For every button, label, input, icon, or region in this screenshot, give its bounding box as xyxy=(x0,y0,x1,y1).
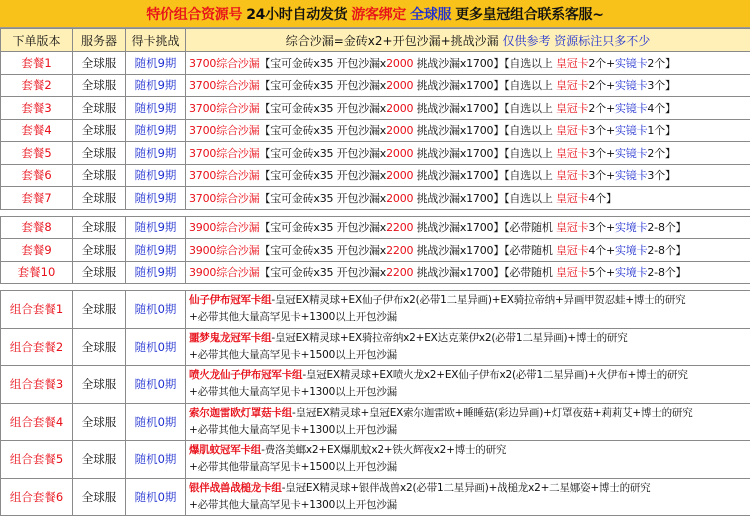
crown-card-label: 皇冠卡 xyxy=(555,243,589,257)
package-contents xyxy=(186,187,750,210)
mirror-card-label: 实镜卡 xyxy=(614,146,648,160)
title-banner xyxy=(0,0,750,28)
server-cell: 全球服 xyxy=(73,328,126,366)
package-name: 套餐9 xyxy=(1,239,73,262)
combo-row xyxy=(1,291,750,329)
crown-card-label: 皇冠卡 xyxy=(555,146,589,160)
deck-line-1: -皇冠EX精灵球+EX仙子伊布x2(必带1二星异画)+EX骑拉帝纳+异画甲贺忍蛙+博士的研究 xyxy=(271,294,686,307)
mirror-card-count: 2个】 xyxy=(647,146,676,160)
mirror-card-label: 实境卡 xyxy=(614,243,648,257)
challenge-cell: 随机9期 xyxy=(126,52,186,75)
combo-contents xyxy=(186,403,750,441)
mirror-card-count: 4个】 xyxy=(647,101,676,115)
pack-hourglass-count: 2000 xyxy=(386,169,414,183)
deck-name: 喷火龙仙子伊布冠军卡组 xyxy=(189,369,303,382)
header-card-challenge: 得卡挑战 xyxy=(126,29,186,52)
crown-card-label: 皇冠卡 xyxy=(555,169,589,183)
pack-hourglass-count: 2000 xyxy=(386,101,414,115)
package-name: 套餐5 xyxy=(1,142,73,165)
challenge-cell: 随机0期 xyxy=(126,478,186,516)
package-contents xyxy=(186,142,750,165)
deck-line-1: -皇冠EX精灵球+EX骑拉帝纳x2+EX达克莱伊x2(必带1二星异画)+博士的研究 xyxy=(271,331,628,344)
contents-text-1: 【宝可金砖x35 开包沙漏x xyxy=(259,266,387,280)
crown-card-label: 皇冠卡 xyxy=(555,56,589,70)
contents-text-2: 挑战沙漏x1700】【自选以上 xyxy=(413,101,556,115)
deck-line-2: +必带其他带量高罕见卡+1500以上开包沙漏 xyxy=(189,461,397,474)
pack-hourglass-count: 2000 xyxy=(386,124,414,138)
header-order-version: 下单版本 xyxy=(1,29,73,52)
total-hourglass: 3700综合沙漏 xyxy=(189,146,260,160)
server-cell: 全球服 xyxy=(73,478,126,516)
mirror-card-count: 2个】 xyxy=(647,56,676,70)
server-cell: 全球服 xyxy=(73,403,126,441)
divider-cell xyxy=(1,284,750,291)
challenge-cell: 随机9期 xyxy=(126,239,186,262)
pack-hourglass-count: 2200 xyxy=(386,266,414,280)
server-cell: 全球服 xyxy=(73,261,126,284)
mirror-card-count: 3个】 xyxy=(647,169,676,183)
package-name: 套餐2 xyxy=(1,74,73,97)
combo-name: 组合套餐6 xyxy=(1,478,73,516)
package-name: 套餐10 xyxy=(1,261,73,284)
deck-line-2: +必带其他大量高罕见卡+1500以上开包沙漏 xyxy=(189,348,397,361)
pack-hourglass-count: 2000 xyxy=(386,56,414,70)
divider-cell xyxy=(1,209,750,216)
crown-card-count: 3个+ xyxy=(588,124,615,138)
crown-card-label: 皇冠卡 xyxy=(555,124,589,138)
header-server: 服务器 xyxy=(73,29,126,52)
title-contact-service: 更多皇冠组合联系客服~ xyxy=(455,6,604,23)
crown-card-label: 皇冠卡 xyxy=(555,221,589,235)
challenge-cell: 随机0期 xyxy=(126,441,186,479)
combo-name: 组合套餐1 xyxy=(1,291,73,329)
crown-card-count: 3个+ xyxy=(588,146,615,160)
server-cell: 全球服 xyxy=(73,52,126,75)
package-contents xyxy=(186,261,750,284)
contents-text-1: 【宝可金砖x35 开包沙漏x xyxy=(259,101,387,115)
contents-text-1: 【宝可金砖x35 开包沙漏x xyxy=(259,221,387,235)
mirror-card-count: 1个】 xyxy=(647,124,676,138)
package-name: 套餐3 xyxy=(1,97,73,120)
package-contents xyxy=(186,119,750,142)
header-contents-note: 仅供参考 资源标注只多不少 xyxy=(502,33,651,48)
package-contents xyxy=(186,97,750,120)
deck-line-2: +必带其他大量高罕见卡+1300以上开包沙漏 xyxy=(189,498,397,511)
deck-line-1: -费洛美螂x2+EX爆肌蚊x2+铁火辉夜x2+博士的研究 xyxy=(261,444,507,457)
deck-name: 索尔迦雷欧灯罩菇卡组 xyxy=(189,406,292,419)
pack-hourglass-count: 2200 xyxy=(386,221,414,235)
crown-card-label: 皇冠卡 xyxy=(555,191,589,205)
deck-name: 爆肌蚊冠军卡组 xyxy=(189,444,262,457)
server-cell: 全球服 xyxy=(73,291,126,329)
combo-row xyxy=(1,441,750,479)
table-row xyxy=(1,52,750,75)
challenge-cell: 随机9期 xyxy=(126,142,186,165)
mirror-card-count: 2-8个】 xyxy=(647,221,687,235)
server-cell: 全球服 xyxy=(73,164,126,187)
challenge-cell: 随机9期 xyxy=(126,187,186,210)
server-cell: 全球服 xyxy=(73,74,126,97)
package-contents xyxy=(186,216,750,239)
mirror-card-label: 实境卡 xyxy=(614,266,648,280)
contents-text-2: 挑战沙漏x1700】【自选以上 xyxy=(413,191,556,205)
table-row xyxy=(1,239,750,262)
combo-name: 组合套餐5 xyxy=(1,441,73,479)
mirror-card-label: 实镜卡 xyxy=(614,169,648,183)
deck-line-1: -皇冠EX精灵球+银伴战兽x2(必带1二星异画)+战槌龙x2+二星娜姿+博士的研究 xyxy=(281,481,651,494)
crown-card-count: 4个】 xyxy=(588,191,617,205)
challenge-cell: 随机9期 xyxy=(126,216,186,239)
header-contents-main: 综合沙漏=金砖x2+开包沙漏+挑战沙漏 xyxy=(285,33,499,48)
crown-card-count: 4个+ xyxy=(588,243,615,257)
crown-card-count: 3个+ xyxy=(588,169,615,183)
crown-card-label: 皇冠卡 xyxy=(555,101,589,115)
package-contents xyxy=(186,74,750,97)
combo-row xyxy=(1,366,750,404)
contents-text-2: 挑战沙漏x1700】【自选以上 xyxy=(413,124,556,138)
total-hourglass: 3900综合沙漏 xyxy=(189,221,260,235)
total-hourglass: 3700综合沙漏 xyxy=(189,191,260,205)
table-row xyxy=(1,97,750,120)
title-auto-delivery: 24小时自动发货 xyxy=(246,6,348,23)
deck-name: 噩梦鬼龙冠军卡组 xyxy=(189,331,272,344)
package-name: 套餐7 xyxy=(1,187,73,210)
deck-line-2: +必带其他大量高罕见卡+1300以上开包沙漏 xyxy=(189,386,397,399)
package-name: 套餐1 xyxy=(1,52,73,75)
total-hourglass: 3700综合沙漏 xyxy=(189,79,260,93)
table-row xyxy=(1,164,750,187)
contents-text-1: 【宝可金砖x35 开包沙漏x xyxy=(259,191,387,205)
crown-card-count: 5个+ xyxy=(588,266,615,280)
title-special-offer: 特价组合资源号 xyxy=(146,6,243,23)
contents-text-2: 挑战沙漏x1700】【必带随机 xyxy=(413,243,556,257)
contents-text-2: 挑战沙漏x1700】【自选以上 xyxy=(413,169,556,183)
deck-name: 仙子伊布冠军卡组 xyxy=(189,294,272,307)
table-row xyxy=(1,216,750,239)
challenge-cell: 随机9期 xyxy=(126,119,186,142)
crown-card-count: 2个+ xyxy=(588,79,615,93)
challenge-cell: 随机9期 xyxy=(126,261,186,284)
title-global-server: 全球服 xyxy=(410,6,452,23)
server-cell: 全球服 xyxy=(73,119,126,142)
challenge-cell: 随机9期 xyxy=(126,97,186,120)
combo-contents xyxy=(186,328,750,366)
mirror-card-count: 2-8个】 xyxy=(647,243,687,257)
title-guest-bind: 游客绑定 xyxy=(351,6,407,23)
contents-text-1: 【宝可金砖x35 开包沙漏x xyxy=(259,146,387,160)
table-row xyxy=(1,119,750,142)
crown-card-count: 2个+ xyxy=(588,56,615,70)
challenge-cell: 随机9期 xyxy=(126,74,186,97)
table-row xyxy=(1,261,750,284)
challenge-cell: 随机0期 xyxy=(126,328,186,366)
pack-hourglass-count: 2000 xyxy=(386,146,414,160)
header-contents xyxy=(186,29,750,52)
server-cell: 全球服 xyxy=(73,239,126,262)
server-cell: 全球服 xyxy=(73,441,126,479)
contents-text-1: 【宝可金砖x35 开包沙漏x xyxy=(259,56,387,70)
package-contents xyxy=(186,52,750,75)
challenge-cell: 随机0期 xyxy=(126,403,186,441)
contents-text-2: 挑战沙漏x1700】【必带随机 xyxy=(413,266,556,280)
mirror-card-count: 3个】 xyxy=(647,79,676,93)
deck-line-1: -皇冠EX精灵球+EX喷火龙x2+EX仙子伊布x2(必带1二星异画)+火伊布+博士的研究 xyxy=(302,369,688,382)
combo-name: 组合套餐2 xyxy=(1,328,73,366)
server-cell: 全球服 xyxy=(73,216,126,239)
challenge-cell: 随机9期 xyxy=(126,164,186,187)
total-hourglass: 3700综合沙漏 xyxy=(189,101,260,115)
contents-text-2: 挑战沙漏x1700】【必带随机 xyxy=(413,221,556,235)
pack-hourglass-count: 2000 xyxy=(386,79,414,93)
deck-line-1: -皇冠EX精灵球+皇冠EX索尔迦雷欧+睡睡菇(彩边异画)+灯罩夜菇+莉莉艾+博士的研究 xyxy=(292,406,693,419)
mirror-card-count: 2-8个】 xyxy=(647,266,687,280)
table-row xyxy=(1,187,750,210)
combo-row xyxy=(1,328,750,366)
deck-line-2: +必带其他大量高罕见卡+1300以上开包沙漏 xyxy=(189,423,397,436)
combo-name: 组合套餐3 xyxy=(1,366,73,404)
total-hourglass: 3700综合沙漏 xyxy=(189,124,260,138)
mirror-card-label: 实镜卡 xyxy=(614,56,648,70)
section-divider xyxy=(1,284,750,291)
pack-hourglass-count: 2200 xyxy=(386,243,414,257)
package-name: 套餐4 xyxy=(1,119,73,142)
combo-row xyxy=(1,403,750,441)
combo-contents xyxy=(186,441,750,479)
deck-name: 银伴战兽战槌龙卡组 xyxy=(189,481,282,494)
package-table xyxy=(0,28,750,516)
contents-text-1: 【宝可金砖x35 开包沙漏x xyxy=(259,243,387,257)
total-hourglass: 3900综合沙漏 xyxy=(189,266,260,280)
server-cell: 全球服 xyxy=(73,366,126,404)
contents-text-2: 挑战沙漏x1700】【自选以上 xyxy=(413,56,556,70)
table-row xyxy=(1,142,750,165)
crown-card-label: 皇冠卡 xyxy=(555,79,589,93)
server-cell: 全球服 xyxy=(73,142,126,165)
deck-line-2: +必带其他大量高罕见卡+1300以上开包沙漏 xyxy=(189,311,397,324)
contents-text-1: 【宝可金砖x35 开包沙漏x xyxy=(259,169,387,183)
pack-hourglass-count: 2000 xyxy=(386,191,414,205)
total-hourglass: 3700综合沙漏 xyxy=(189,169,260,183)
crown-card-label: 皇冠卡 xyxy=(555,266,589,280)
combo-row xyxy=(1,478,750,516)
mirror-card-label: 实镜卡 xyxy=(614,124,648,138)
total-hourglass: 3700综合沙漏 xyxy=(189,56,260,70)
challenge-cell: 随机0期 xyxy=(126,291,186,329)
section-divider xyxy=(1,209,750,216)
mirror-card-label: 实境卡 xyxy=(614,221,648,235)
total-hourglass: 3900综合沙漏 xyxy=(189,243,260,257)
table-header-row xyxy=(1,29,750,52)
server-cell: 全球服 xyxy=(73,97,126,120)
mirror-card-label: 实镜卡 xyxy=(614,79,648,93)
combo-contents xyxy=(186,366,750,404)
contents-text-1: 【宝可金砖x35 开包沙漏x xyxy=(259,79,387,93)
package-name: 套餐8 xyxy=(1,216,73,239)
combo-name: 组合套餐4 xyxy=(1,403,73,441)
server-cell: 全球服 xyxy=(73,187,126,210)
mirror-card-label: 实镜卡 xyxy=(614,101,648,115)
combo-contents xyxy=(186,291,750,329)
contents-text-2: 挑战沙漏x1700】【自选以上 xyxy=(413,146,556,160)
package-contents xyxy=(186,164,750,187)
contents-text-2: 挑战沙漏x1700】【自选以上 xyxy=(413,79,556,93)
crown-card-count: 3个+ xyxy=(588,221,615,235)
package-name: 套餐6 xyxy=(1,164,73,187)
package-contents xyxy=(186,239,750,262)
contents-text-1: 【宝可金砖x35 开包沙漏x xyxy=(259,124,387,138)
combo-contents xyxy=(186,478,750,516)
challenge-cell: 随机0期 xyxy=(126,366,186,404)
crown-card-count: 2个+ xyxy=(588,101,615,115)
table-row xyxy=(1,74,750,97)
